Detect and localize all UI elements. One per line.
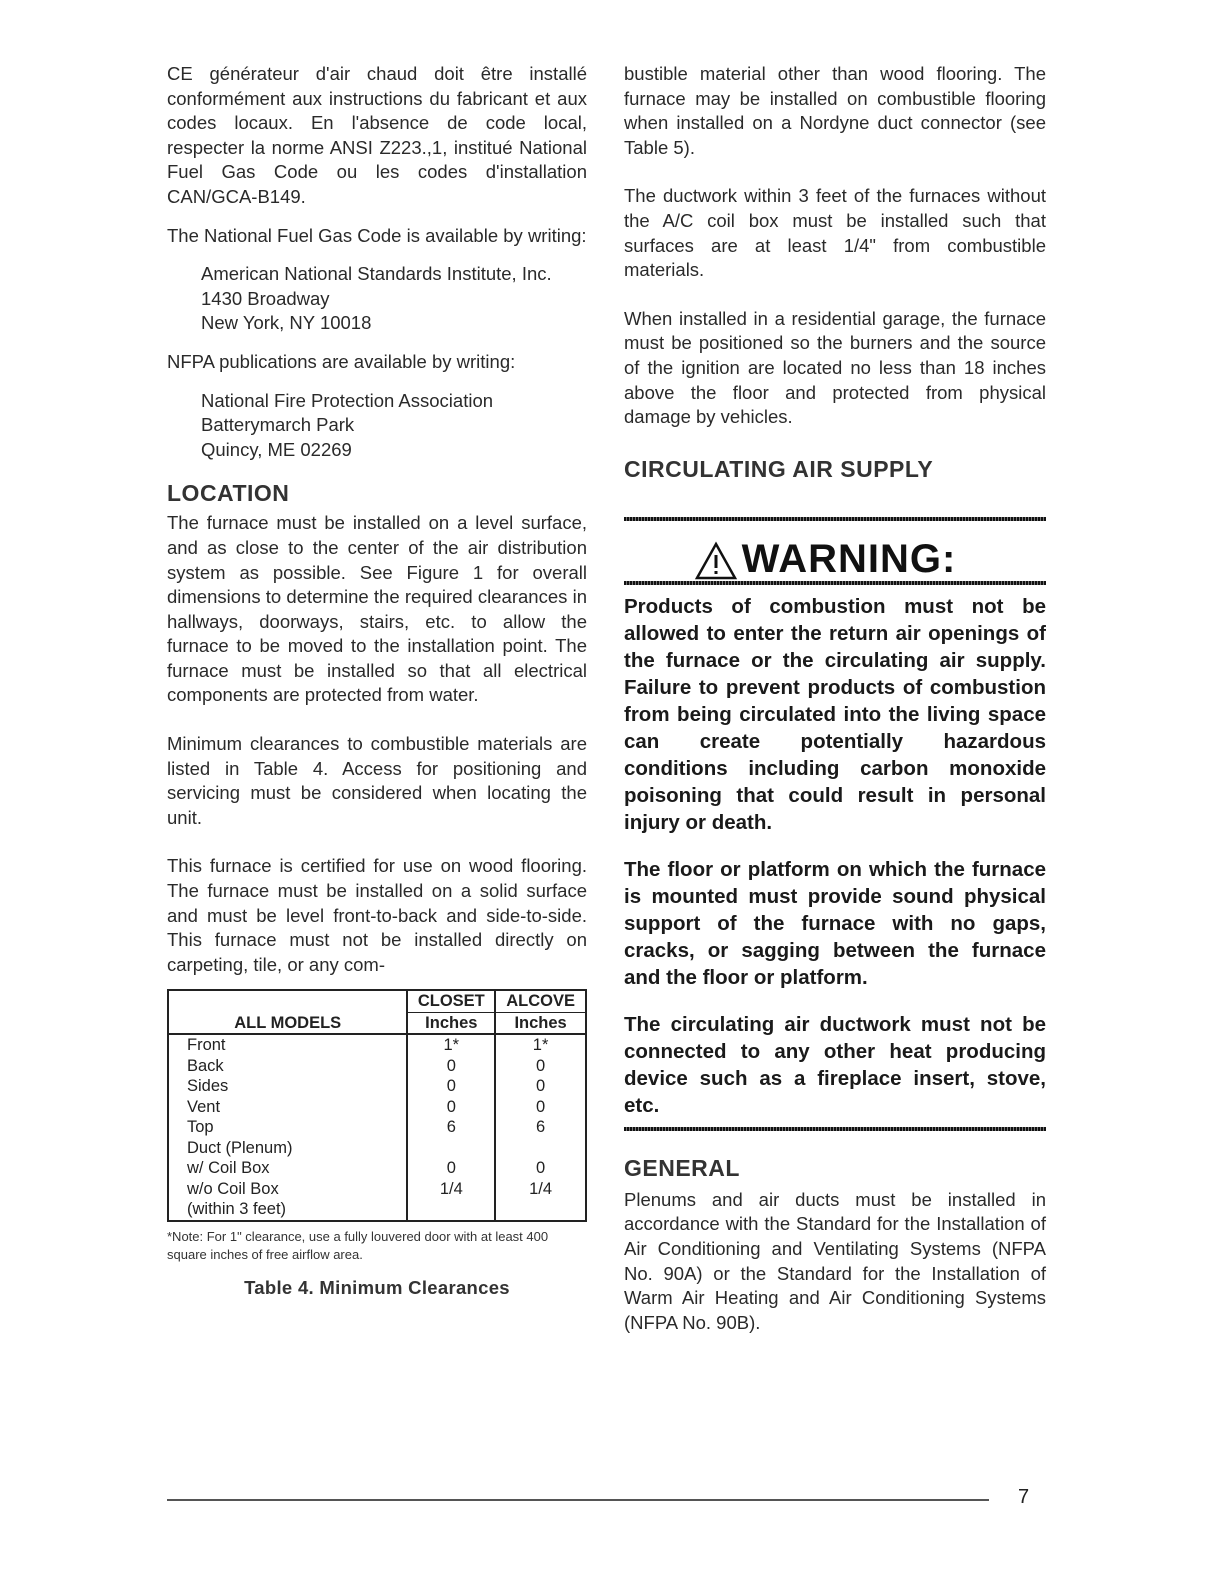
nfpa-address-line-2: Batterymarch Park bbox=[201, 414, 355, 436]
table-row bbox=[168, 1158, 586, 1179]
row-label: (within 3 feet) bbox=[168, 1199, 407, 1221]
row-label: Front bbox=[168, 1034, 407, 1056]
row-label: Duct (Plenum) bbox=[168, 1138, 407, 1159]
row-alcove-value bbox=[495, 1138, 586, 1159]
left-column bbox=[167, 62, 587, 1301]
right-column bbox=[624, 62, 1046, 1335]
table-row bbox=[168, 1056, 586, 1077]
row-alcove-value bbox=[495, 1199, 586, 1221]
row-alcove-value: 1* bbox=[495, 1034, 586, 1056]
row-closet-value: 0 bbox=[407, 1158, 495, 1179]
ansi-address-line-1: American National Standards Institute, Inc. bbox=[201, 263, 552, 285]
row-alcove-value: 0 bbox=[495, 1158, 586, 1179]
row-closet-value: 6 bbox=[407, 1117, 495, 1138]
row-label: Top bbox=[168, 1117, 407, 1138]
page-number: 7 bbox=[1018, 1486, 1030, 1508]
nfpa-address-line-3: Quincy, ME 02269 bbox=[201, 438, 352, 460]
row-closet-value bbox=[407, 1199, 495, 1221]
location-heading: LOCATION bbox=[167, 480, 290, 507]
row-label: w/ Coil Box bbox=[168, 1158, 407, 1179]
row-label: Sides bbox=[168, 1076, 407, 1097]
table-row bbox=[168, 1138, 586, 1159]
row-closet-value bbox=[407, 1138, 495, 1159]
intro-french-paragraph: CE générateur d'air chaud doit être installé conformément aux instructions du fabricant et aux codes locaux. En l'absence de code local, respecter la norme ANSI Z223.,1, institué National Fuel Gas Code ou les codes d'installation CAN/GCA-B149. bbox=[167, 63, 587, 207]
location-paragraph-1: The furnace must be installed on a level surface, and as close to the center of the air distribution system as possible. See Figure 1 for overall dimensions to determine the required clearances in hallways, doorways, stairs, etc. to allow the furnace to be moved to the installation point. The furnace must be installed so that all electrical components are protected from water. bbox=[167, 512, 587, 706]
warning-title: WARNING: bbox=[741, 536, 957, 581]
table-row bbox=[168, 1034, 586, 1056]
table-header-closet: CLOSET bbox=[407, 990, 495, 1012]
row-closet-value: 0 bbox=[407, 1097, 495, 1118]
row-closet-value: 1* bbox=[407, 1034, 495, 1056]
ansi-address-line-2: 1430 Broadway bbox=[201, 287, 330, 309]
warning-box bbox=[624, 517, 1046, 1131]
table-row bbox=[168, 1076, 586, 1097]
minimum-clearances-table bbox=[167, 989, 587, 1222]
table-unit-closet: Inches bbox=[407, 1012, 495, 1034]
table-unit-alcove: Inches bbox=[495, 1012, 586, 1034]
warning-title-row bbox=[624, 521, 1026, 581]
row-alcove-value: 0 bbox=[495, 1076, 586, 1097]
row-label: w/o Coil Box bbox=[168, 1179, 407, 1200]
row-alcove-value: 6 bbox=[495, 1117, 586, 1138]
nfpa-address-line-1: National Fire Protection Association bbox=[201, 389, 494, 411]
row-label: Back bbox=[168, 1056, 407, 1077]
row-closet-value: 0 bbox=[407, 1056, 495, 1077]
row-label: Vent bbox=[168, 1097, 407, 1118]
warning-triangle-icon bbox=[694, 541, 738, 581]
nfpa-availability-paragraph: NFPA publications are available by writing: bbox=[167, 350, 516, 372]
table-header-alcove: ALCOVE bbox=[495, 990, 586, 1012]
location-paragraph-2: Minimum clearances to combustible materials are listed in Table 4. Access for positioning and servicing must be considered when locating the unit. bbox=[167, 733, 587, 828]
table-row bbox=[168, 1117, 586, 1138]
table-footnote: *Note: For 1" clearance, use a fully louvered door with at least 400 square inches of free airflow area. bbox=[167, 1228, 549, 1262]
garage-paragraph: When installed in a residential garage, the furnace must be positioned so the burners and the source of the ignition are located no less than 18 inches above the floor and protected from physical damage by vehicles. bbox=[624, 307, 1046, 428]
general-heading: GENERAL bbox=[624, 1154, 740, 1181]
circulating-air-supply-heading: CIRCULATING AIR SUPPLY bbox=[624, 455, 934, 482]
row-alcove-value: 0 bbox=[495, 1097, 586, 1118]
row-closet-value: 1/4 bbox=[407, 1179, 495, 1200]
general-paragraph: Plenums and air ducts must be installed in accordance with the Standard for the Installation of Air Conditioning and Ventilating Systems (NFPA No. 90A) or the Standard for the Installation of Warm Air Heating and Air Conditioning Systems (NFPA No. 90B). bbox=[624, 1188, 1046, 1333]
footer-rule bbox=[167, 1499, 989, 1501]
table-row bbox=[168, 1199, 586, 1221]
nfgc-availability-paragraph: The National Fuel Gas Code is available by writing: bbox=[167, 224, 587, 246]
continued-paragraph: bustible material other than wood flooring. The furnace may be installed on combustible flooring when installed on a Nordyne duct connector (see Table 5). bbox=[624, 63, 1046, 158]
warning-paragraph-1: Products of combustion must not be allowed to enter the return air openings of the furnace or the circulating air supply. Failure to prevent products of combustion from being circulated into the living space can create potentially hazardous conditions including carbon monoxide poisoning that could result in personal injury or death. bbox=[624, 594, 1046, 834]
row-alcove-value: 0 bbox=[495, 1056, 586, 1077]
ductwork-paragraph: The ductwork within 3 feet of the furnaces without the A/C coil box must be installed such that surfaces are at least 1/4" from combustible materials. bbox=[624, 185, 1046, 281]
ansi-address-line-3: New York, NY 10018 bbox=[201, 312, 372, 334]
table-row bbox=[168, 1097, 586, 1118]
table-caption: Table 4. Minimum Clearances bbox=[244, 1276, 510, 1298]
row-closet-value: 0 bbox=[407, 1076, 495, 1097]
warning-paragraph-2: The floor or platform on which the furnace is mounted must provide sound physical support of the furnace with no gaps, cracks, or sagging between the furnace and the floor or platform. bbox=[624, 857, 1046, 989]
row-alcove-value: 1/4 bbox=[495, 1179, 586, 1200]
table-row bbox=[168, 1179, 586, 1200]
warning-paragraph-3: The circulating air ductwork must not be connected to any other heat producing device such as a fireplace insert, stove, etc. bbox=[624, 1012, 1046, 1117]
table-header-all-models: ALL MODELS bbox=[234, 1013, 342, 1032]
location-paragraph-3: This furnace is certified for use on wood flooring. The furnace must be installed on a solid surface and must be level front-to-back and side-to-side. This furnace must not be installed directly on carpeting, tile, or any com- bbox=[167, 855, 587, 975]
